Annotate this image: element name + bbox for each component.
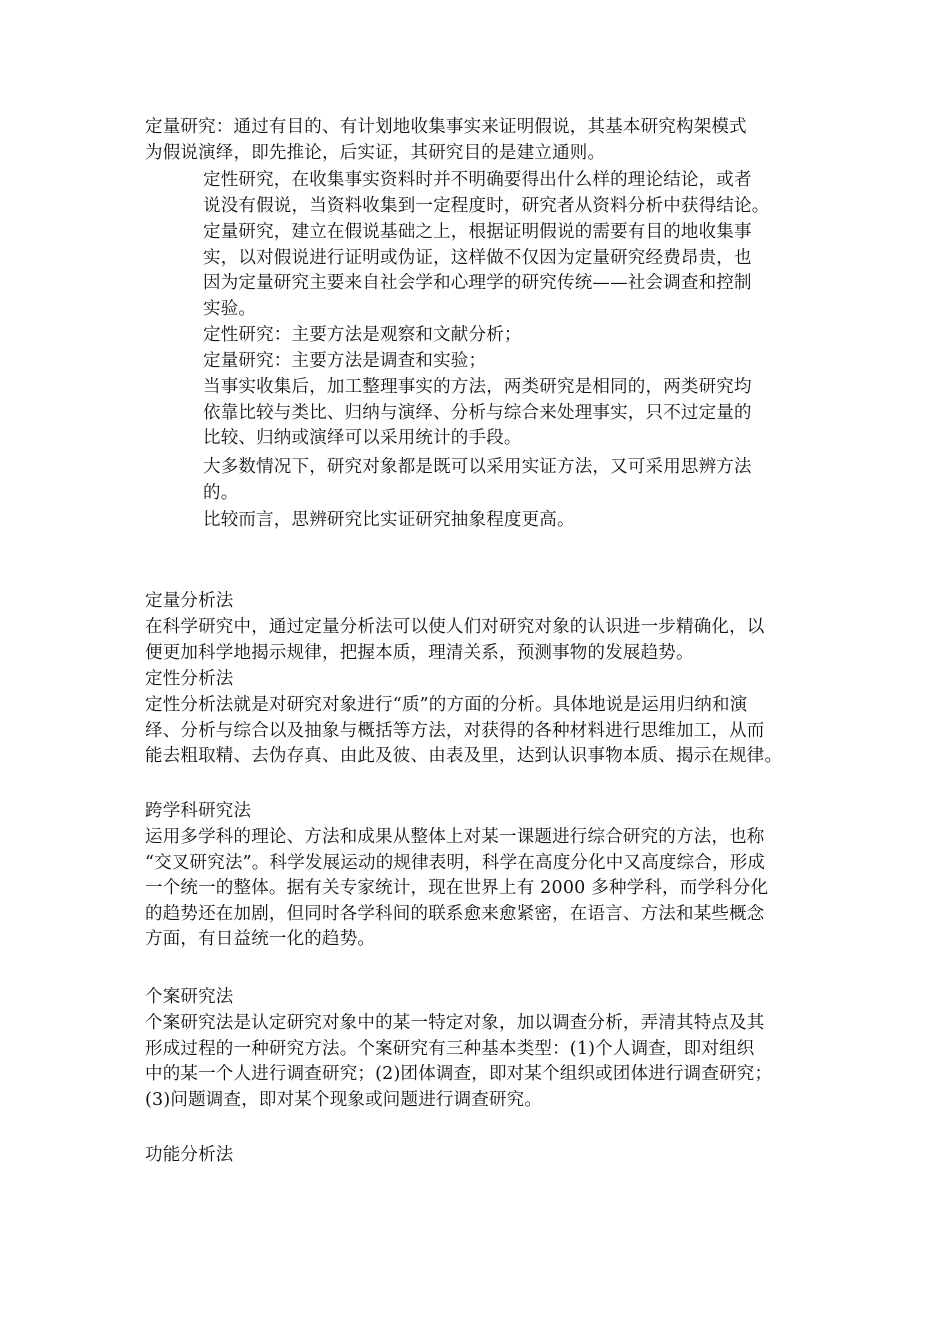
text-line: 绎、分析与综合以及抽象与概括等方法，对获得的各种材料进行思维加工，从而 [145, 720, 765, 741]
section-heading-functional-analysis: 功能分析法 [145, 1145, 234, 1165]
quantitative-analysis-paragraph [145, 615, 765, 666]
indented-paragraph-qual-methods [203, 323, 522, 349]
text-line: 一个统一的整体。据有关专家统计，现在世界上有 2000 多种学科，而学科分化 [145, 878, 769, 899]
text-line: “交叉研究法”。科学发展运动的规律表明，科学在高度分化中又高度综合，形成 [145, 852, 766, 873]
text-line: 实，以对假说进行证明或伪证，这样做不仅因为定量研究经费昂贵，也 [203, 247, 752, 268]
text-line: 便更加科学地揭示规律，把握本质，理清关系，预测事物的发展趋势。 [145, 642, 694, 663]
section-heading-quantitative-analysis: 定量分析法 [145, 591, 234, 611]
text-line: (3)问题调查，即对某个现象或问题进行调查研究。 [145, 1089, 543, 1110]
interdisciplinary-paragraph [145, 825, 768, 953]
text-line: 方面，有日益统一化的趋势。 [145, 929, 376, 950]
indented-paragraph-processing [203, 375, 752, 452]
text-line: 形成过程的一种研究方法。个案研究有三种基本类型：(1)个人调查，即对组织 [145, 1038, 755, 1059]
text-line: 个案研究法是认定研究对象中的某一特定对象，加以调查分析，弄清其特点及其 [145, 1013, 765, 1033]
text-line: 定量研究，建立在假说基础之上，根据证明假说的需要有目的地收集事 [203, 222, 752, 242]
text-line: 中的某一个人进行调查研究；(2)团体调查，即对某个组织或团体进行调查研究； [145, 1064, 773, 1085]
text-line: 因为定量研究主要来自社会学和心理学的研究传统——社会调查和控制 [203, 273, 752, 294]
indented-paragraph-quantitative [203, 220, 752, 322]
indented-paragraph-quant-methods [203, 349, 486, 375]
text-line: 的。 [203, 482, 239, 503]
text-line: 定量研究：通过有目的、有计划地收集事实来证明假说，其基本研究构架模式 [145, 117, 747, 137]
indented-paragraph-majority [203, 455, 752, 506]
indented-paragraph-comparison [203, 508, 575, 534]
text-line: 定性分析法就是对研究对象进行“质”的方面的分析。具体地说是运用归纳和演 [145, 695, 748, 715]
text-line: 当事实收集后，加工整理事实的方法，两类研究是相同的，两类研究均 [203, 377, 752, 397]
text-line: 为假说演绎，即先推论，后实证，其研究目的是建立通则。 [145, 142, 606, 163]
qualitative-analysis-paragraph [145, 693, 782, 770]
indented-paragraph-qualitative [203, 168, 769, 219]
section-heading-interdisciplinary: 跨学科研究法 [145, 801, 252, 821]
text-line: 比较而言，思辨研究比实证研究抽象程度更高。 [203, 510, 575, 530]
text-line: 在科学研究中，通过定量分析法可以使人们对研究对象的认识进一步精确化，以 [145, 617, 765, 637]
text-line: 比较、归纳或演绎可以采用统计的手段。 [203, 428, 522, 449]
text-line: 定性研究，在收集事实资料时并不明确要得出什么样的理论结论，或者 [203, 170, 752, 190]
text-line: 依靠比较与类比、归纳与演绎、分析与综合来处理事实，只不过定量的 [203, 402, 752, 423]
section-heading-case-study: 个案研究法 [145, 987, 234, 1007]
text-line: 定性研究：主要方法是观察和文献分析； [203, 325, 522, 345]
text-line: 实验。 [203, 298, 257, 319]
text-line: 的趋势还在加剧，但同时各学科间的联系愈来愈紧密，在语言、方法和某些概念 [145, 903, 765, 924]
text-line: 定量研究：主要方法是调查和实验； [203, 351, 487, 371]
section-heading-qualitative-analysis: 定性分析法 [145, 669, 234, 689]
text-line: 说没有假说，当资料收集到一定程度时，研究者从资料分析中获得结论。 [203, 195, 770, 216]
intro-paragraph [145, 115, 747, 166]
text-line: 能去粗取精、去伪存真、由此及彼、由表及里，达到认识事物本质、揭示在规律。 [145, 746, 783, 767]
text-line: 运用多学科的理论、方法和成果从整体上对某一课题进行综合研究的方法，也称 [145, 827, 765, 847]
case-study-paragraph [145, 1011, 772, 1113]
text-line: 大多数情况下，研究对象都是既可以采用实证方法，又可采用思辨方法 [203, 457, 752, 477]
